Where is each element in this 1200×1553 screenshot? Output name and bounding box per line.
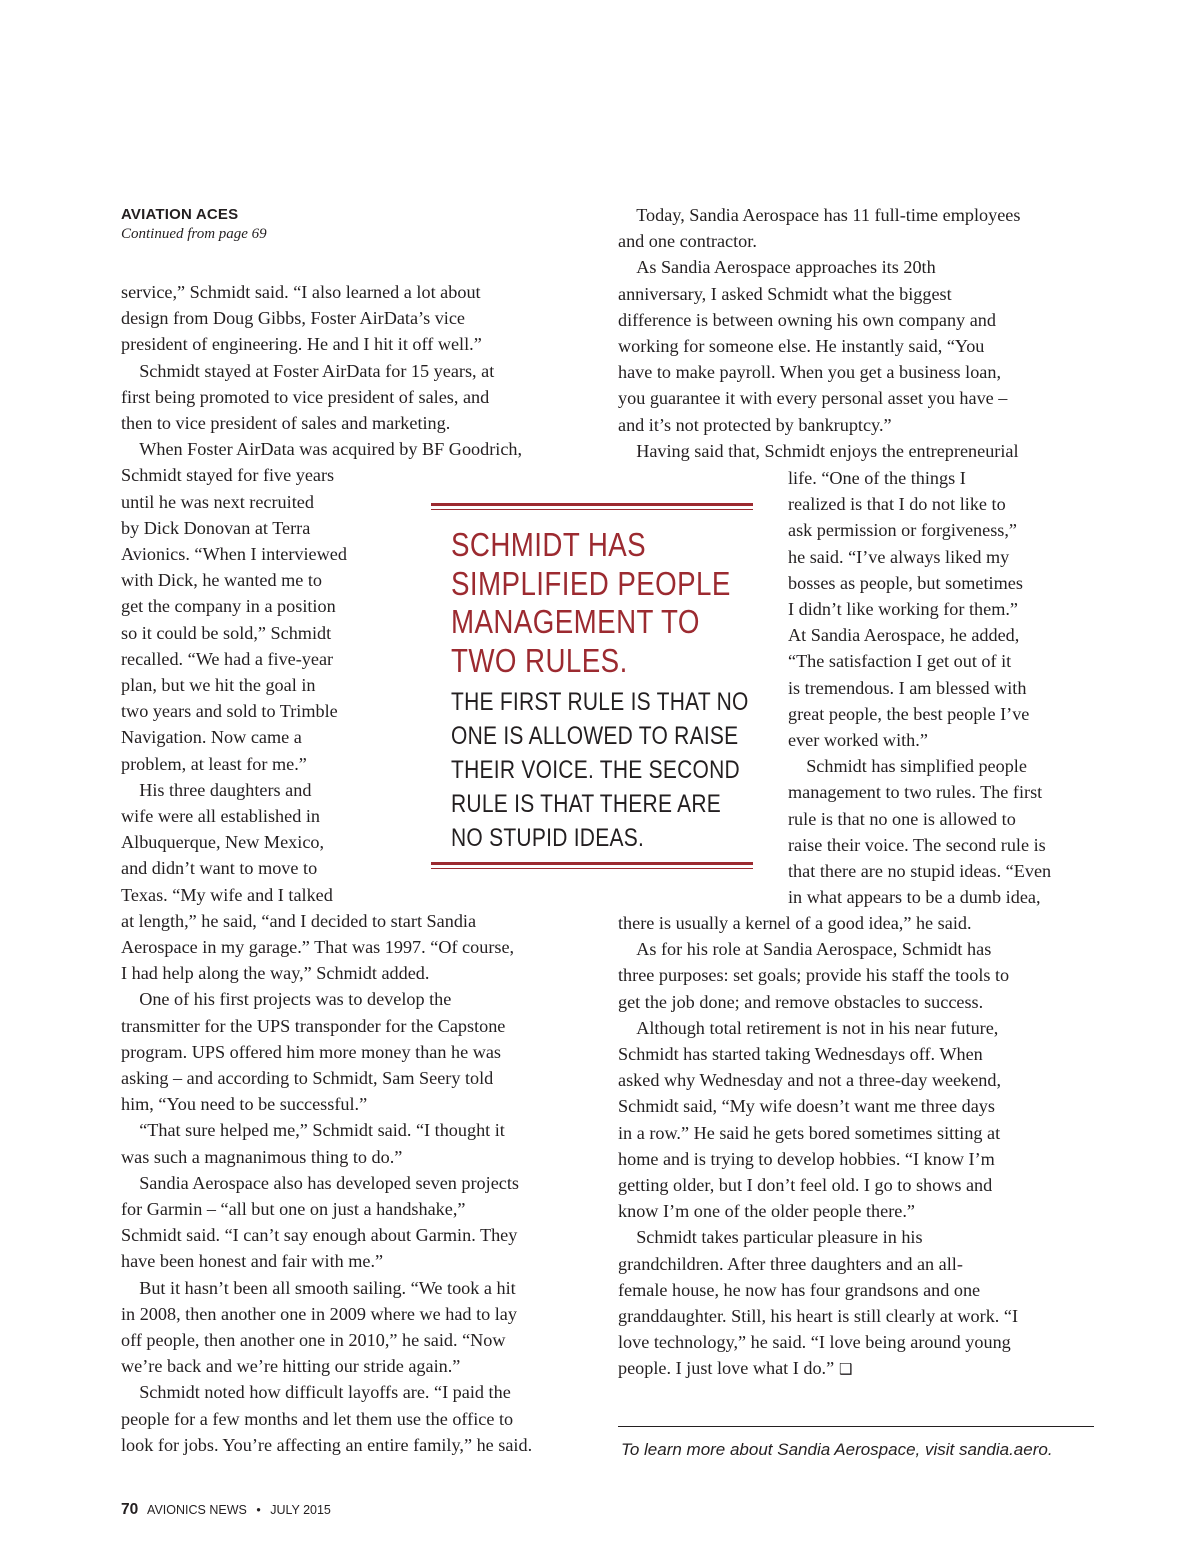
text-line: recalled. “We had a five-year <box>121 648 334 669</box>
text-line: people for a few months and let them use the office to <box>121 1408 514 1429</box>
text-line: with Dick, he wanted me to <box>121 570 323 591</box>
pull-quote-body-line: THEIR VOICE. THE SECOND <box>451 756 740 784</box>
publication-name: AVIONICS NEWS <box>147 1503 247 1517</box>
text-line: grandchildren. After three daughters and an all- <box>618 1253 963 1274</box>
text-line: Navigation. Now came a <box>121 727 302 748</box>
text-line: in a row.” He said he gets bored sometimes sitting at <box>618 1122 1001 1143</box>
text-line: bosses as people, but sometimes <box>788 572 1023 593</box>
text-line: three purposes: set goals; provide his staff the tools to <box>618 965 1010 986</box>
text-line: plan, but we hit the goal in <box>121 675 316 695</box>
text-line: asked why Wednesday and not a three-day weekend, <box>618 1070 1002 1091</box>
text-line: by Dick Donovan at Terra <box>121 517 311 538</box>
text-line: know I’m one of the older people there.” <box>618 1201 915 1222</box>
text-line: and one contractor. <box>618 231 757 252</box>
text-line: transmitter for the UPS transponder for the Capstone <box>121 1015 506 1036</box>
text-line: But it hasn’t been all smooth sailing. “We took a hit <box>121 1277 516 1298</box>
text-line: have to make payroll. When you get a business loan, <box>618 362 1002 383</box>
text-line: and it’s not protected by bankruptcy.” <box>618 414 892 435</box>
text-line: until he was next recruited <box>121 491 314 512</box>
pull-quote <box>431 503 753 871</box>
text-line: asking – and according to Schmidt, Sam Seery told <box>121 1068 494 1088</box>
text-line: for Garmin – “all but one on just a handshake,” <box>121 1199 466 1219</box>
text-line: president of engineering. He and I hit it off well.” <box>121 334 482 355</box>
text-line: Albuquerque, New Mexico, <box>121 832 325 853</box>
text-line: you guarantee it with every personal asset you have – <box>618 388 1008 409</box>
text-line: look for jobs. You’re affecting an entire family,” he said. <box>121 1434 533 1455</box>
pull-quote-body-line: ONE IS ALLOWED TO RAISE <box>451 722 739 750</box>
text-line: home and is trying to develop hobbies. “I know I’m <box>618 1148 995 1169</box>
text-line: and didn’t want to move to <box>121 858 318 879</box>
text-line: Although total retirement is not in his near future, <box>618 1017 999 1038</box>
pull-quote-headline-line: TWO RULES. <box>451 641 628 679</box>
text-line: was such a magnanimous thing to do.” <box>121 1146 403 1167</box>
text-line: “The satisfaction I get out of it <box>788 651 1012 672</box>
text-line: raise their voice. The second rule is <box>788 834 1046 855</box>
pull-quote-body-line: THE FIRST RULE IS THAT NO <box>451 688 749 716</box>
text-line: getting older, but I don’t feel old. I go to shows and <box>618 1175 993 1195</box>
text-line: get the job done; and remove obstacles to success. <box>618 991 984 1012</box>
text-line: granddaughter. Still, his heart is still clearly at work. “I <box>618 1306 1019 1326</box>
text-line: “That sure helped me,” Schmidt said. “I thought it <box>121 1120 505 1141</box>
text-line: I didn’t like working for them.” <box>788 599 1018 619</box>
text-line: in 2008, then another one in 2009 where we had to lay <box>121 1303 517 1324</box>
text-line: design from Doug Gibbs, Foster AirData’s vice <box>121 308 465 329</box>
text-line: management to two rules. The first <box>788 782 1043 803</box>
text-line: people. I just love what I do.” ❑ <box>618 1358 853 1379</box>
text-line: Schmidt stayed at Foster AirData for 15 years, at <box>121 360 495 381</box>
text-line: Avionics. “When I interviewed <box>121 544 347 564</box>
pull-quote-headline-line: SIMPLIFIED PEOPLE <box>451 564 731 602</box>
text-line: that there are no stupid ideas. “Even <box>788 861 1052 881</box>
text-line: at length,” he said, “and I decided to start Sandia <box>121 910 477 931</box>
text-line: When Foster AirData was acquired by BF Goodrich, <box>121 439 523 460</box>
section-label: AVIATION ACES <box>121 206 239 223</box>
text-line: Schmidt said, “My wife doesn’t want me three days <box>618 1096 995 1117</box>
text-line: At Sandia Aerospace, he added, <box>788 625 1020 646</box>
footer-rule <box>618 1426 1094 1427</box>
pull-quote-headline-line: MANAGEMENT TO <box>451 603 700 640</box>
text-line: great people, the best people I’ve <box>788 703 1030 724</box>
text-line: him, “You need to be successful.” <box>121 1094 368 1115</box>
text-line: I had help along the way,” Schmidt added. <box>121 963 430 984</box>
text-line: first being promoted to vice president of sales, and <box>121 386 490 407</box>
pull-quote-body <box>451 685 749 855</box>
text-line: Schmidt noted how difficult layoffs are. “I paid the <box>121 1382 511 1403</box>
text-line: anniversary, I asked Schmidt what the biggest <box>618 283 952 304</box>
text-line: he said. “I’ve always liked my <box>788 546 1010 567</box>
text-line: we’re back and we’re hitting our stride again.” <box>121 1356 461 1377</box>
text-line: Schmidt said. “I can’t say enough about Garmin. They <box>121 1225 518 1246</box>
text-line: ask permission or forgiveness,” <box>788 520 1017 541</box>
text-line: As for his role at Sandia Aerospace, Schmidt has <box>618 939 992 960</box>
folio-bullet: • <box>256 1503 261 1517</box>
text-line: Today, Sandia Aerospace has 11 full-time employees <box>618 205 1021 225</box>
pull-quote-body-line: NO STUPID IDEAS. <box>451 824 645 852</box>
issue-date: JULY 2015 <box>270 1503 331 1517</box>
text-line: rule is that no one is allowed to <box>788 808 1016 829</box>
text-line: Schmidt takes particular pleasure in his <box>618 1227 923 1248</box>
text-line: two years and sold to Trimble <box>121 701 338 722</box>
text-line: One of his first projects was to develop the <box>121 989 452 1010</box>
text-line: Texas. “My wife and I talked <box>121 884 333 905</box>
text-line: realized is that I do not like to <box>788 494 1006 515</box>
text-line: difference is between owning his own company and <box>618 309 996 330</box>
text-line: Schmidt has simplified people <box>788 756 1027 777</box>
text-line: is tremendous. I am blessed with <box>788 677 1027 698</box>
text-line: Schmidt stayed for five years <box>121 465 335 486</box>
text-line: then to vice president of sales and marketing. <box>121 413 451 433</box>
text-line: His three daughters and <box>121 779 312 800</box>
text-line: Schmidt has started taking Wednesdays off. When <box>618 1044 983 1064</box>
text-line: Aerospace in my garage.” That was 1997. “Of course, <box>121 937 515 957</box>
text-line: ever worked with.” <box>788 730 928 750</box>
text-line: working for someone else. He instantly said, “You <box>618 336 985 356</box>
text-line: there is usually a kernel of a good idea,” he said. <box>618 913 972 933</box>
text-line: so it could be sold,” Schmidt <box>121 622 332 643</box>
text-line: get the company in a position <box>121 596 336 617</box>
text-line: As Sandia Aerospace approaches its 20th <box>618 257 936 278</box>
text-line: service,” Schmidt said. “I also learned a lot about <box>121 282 481 302</box>
text-line: program. UPS offered him more money than he was <box>121 1041 502 1062</box>
text-line: life. “One of the things I <box>788 468 966 488</box>
pull-quote-top-rule <box>431 503 753 510</box>
text-line: wife were all established in <box>121 806 320 826</box>
continued-note: Continued from page 69 <box>121 226 267 242</box>
pull-quote-headline <box>451 526 731 680</box>
text-line: off people, then another one in 2010,” he said. “Now <box>121 1330 506 1350</box>
pull-quote-body-line: RULE IS THAT THERE ARE <box>451 790 722 818</box>
learn-more-note: To learn more about Sandia Aerospace, visit sandia.aero. <box>621 1440 1053 1459</box>
text-line: Having said that, Schmidt enjoys the entrepreneurial <box>618 440 1019 461</box>
page-number: 70 <box>121 1501 139 1518</box>
text-line: love technology,” he said. “I love being around young <box>618 1332 1011 1353</box>
text-line: Sandia Aerospace also has developed seven projects <box>121 1172 519 1193</box>
pull-quote-bottom-rule <box>431 862 753 869</box>
text-line: problem, at least for me.” <box>121 753 307 774</box>
text-line: have been honest and fair with me.” <box>121 1251 384 1272</box>
text-line: female house, he now has four grandsons and one <box>618 1279 981 1300</box>
text-line: in what appears to be a dumb idea, <box>788 887 1041 908</box>
page-folio <box>121 1501 331 1519</box>
pull-quote-headline-line: SCHMIDT HAS <box>451 526 647 563</box>
end-mark-icon: ❑ <box>834 1360 853 1379</box>
